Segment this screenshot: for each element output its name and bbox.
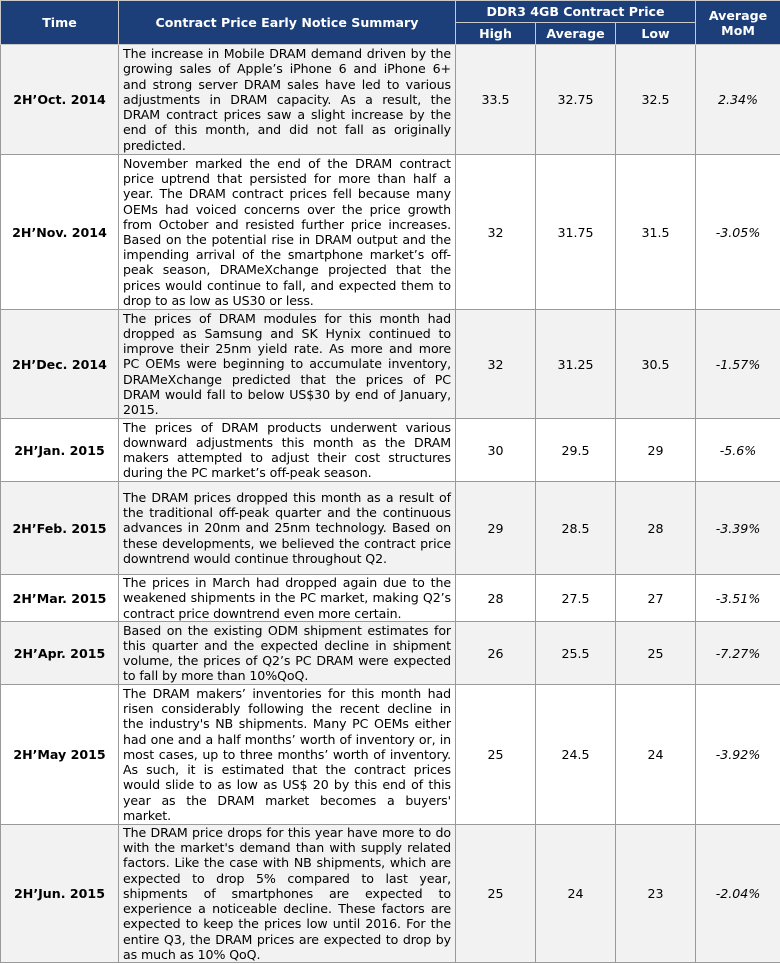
ddr3-price-group-header: DDR3 4GB Contract Price: [456, 1, 696, 23]
row-low-price: 31.5: [616, 155, 696, 310]
row-summary: The prices of DRAM products underwent various downward adjustments this month as the DRAM makers attempted to adjust their cost structures during the PC market’s off-peak season.: [119, 419, 456, 482]
row-high-price: 29: [456, 482, 536, 575]
row-average-mom: -1.57%: [696, 310, 780, 419]
row-period: 2H’May 2015: [1, 685, 119, 825]
row-summary: Based on the existing ODM shipment estimates for this quarter and the expected decline in shipment volume, the prices of Q2’s PC DRAM were expected to fall by more than 10%QoQ.: [119, 622, 456, 685]
row-average-price: 28.5: [536, 482, 616, 575]
row-period: 2H’Feb. 2015: [1, 482, 119, 575]
row-summary: The DRAM makers’ inventories for this month had risen considerably following the recent decline in the industry's NB shipments. Many PC OEMs either had one and a half months’ worth of inventory or, in most cases, up to three months’ worth of inventory. As such, it is estimated that the contract prices would slide to as low as US$ 20 by this end of this year as the DRAM market becomes a buyers' market.: [119, 685, 456, 825]
row-high-price: 32: [456, 310, 536, 419]
row-average-mom: -3.05%: [696, 155, 780, 310]
row-average-price: 24.5: [536, 685, 616, 825]
row-average-mom: -5.6%: [696, 419, 780, 482]
row-high-price: 33.5: [456, 45, 536, 155]
summary-column-header: Contract Price Early Notice Summary: [119, 1, 456, 45]
average-column-header: Average: [536, 23, 616, 45]
row-summary: November marked the end of the DRAM contract price uptrend that persisted for more than half a year. The DRAM contract prices fell because many OEMs had voiced concerns over the price growth from October and resisted further price increases. Based on the potential rise in DRAM output and the impending arrival of the smartphone market’s off-peak season, DRAMeXchange projected that the prices would continue to fall, and expected them to drop to as low as US30 or less.: [119, 155, 456, 310]
row-high-price: 32: [456, 155, 536, 310]
table-row: [1, 310, 780, 419]
table-row: [1, 825, 780, 963]
row-average-price: 25.5: [536, 622, 616, 685]
row-low-price: 27: [616, 575, 696, 622]
row-low-price: 32.5: [616, 45, 696, 155]
table-row: [1, 45, 780, 155]
row-average-mom: -3.51%: [696, 575, 780, 622]
row-average-mom: -2.04%: [696, 825, 780, 963]
row-average-price: 32.75: [536, 45, 616, 155]
row-summary: The DRAM price drops for this year have more to do with the market's demand than with supply related factors. Like the case with NB shipments, which are expected to drop 5% compared to last year, shipments of smartphones are expected to experience a noticeable decline. These factors are expected to keep the prices low until 2016. For the entire Q3, the DRAM prices are expected to drop by as much as 10% QoQ.: [119, 825, 456, 963]
time-column-header: Time: [1, 1, 119, 45]
row-average-mom: -3.92%: [696, 685, 780, 825]
table-row: [1, 482, 780, 575]
row-summary: The prices in March had dropped again due to the weakened shipments in the PC market, making Q2’s contract price downtrend even more certain.: [119, 575, 456, 622]
table-row: [1, 155, 780, 310]
row-low-price: 25: [616, 622, 696, 685]
row-period: 2H’Mar. 2015: [1, 575, 119, 622]
row-low-price: 23: [616, 825, 696, 963]
table-row: [1, 685, 780, 825]
row-average-mom: -3.39%: [696, 482, 780, 575]
high-column-header: High: [456, 23, 536, 45]
row-high-price: 30: [456, 419, 536, 482]
row-period: 2H’Jun. 2015: [1, 825, 119, 963]
row-period: 2H’Jan. 2015: [1, 419, 119, 482]
row-high-price: 25: [456, 825, 536, 963]
row-high-price: 26: [456, 622, 536, 685]
row-low-price: 30.5: [616, 310, 696, 419]
mom-column-header: Average MoM: [696, 1, 780, 45]
table-row: [1, 575, 780, 622]
row-average-price: 31.75: [536, 155, 616, 310]
row-low-price: 29: [616, 419, 696, 482]
row-low-price: 28: [616, 482, 696, 575]
row-summary: The increase in Mobile DRAM demand driven by the growing sales of Apple’s iPhone 6 and iPhone 6+ and strong server DRAM sales have led to various adjustments in DRAM capacity. As a result, the DRAM contract prices saw a slight increase by the end of this month, and did not fall as originally predicted.: [119, 45, 456, 155]
row-period: 2H’Dec. 2014: [1, 310, 119, 419]
table-row: [1, 622, 780, 685]
row-average-price: 31.25: [536, 310, 616, 419]
row-average-price: 27.5: [536, 575, 616, 622]
row-period: 2H’Apr. 2015: [1, 622, 119, 685]
row-summary: The DRAM prices dropped this month as a result of the traditional off-peak quarter and the continuous advances in 20nm and 25nm technology. Based on these developments, we believed the contract price downtrend would continue throughout Q2.: [119, 482, 456, 575]
row-average-price: 24: [536, 825, 616, 963]
row-period: 2H’Nov. 2014: [1, 155, 119, 310]
row-average-mom: 2.34%: [696, 45, 780, 155]
row-average-mom: -7.27%: [696, 622, 780, 685]
table-row: [1, 419, 780, 482]
low-column-header: Low: [616, 23, 696, 45]
row-summary: The prices of DRAM modules for this month had dropped as Samsung and SK Hynix continued to improve their 25nm yield rate. As more and more PC OEMs were beginning to accumulate inventory, DRAMeXchange predicted that the prices of PC DRAM would fall to below US$30 by end of January, 2015.: [119, 310, 456, 419]
row-average-price: 29.5: [536, 419, 616, 482]
row-high-price: 28: [456, 575, 536, 622]
row-period: 2H’Oct. 2014: [1, 45, 119, 155]
row-high-price: 25: [456, 685, 536, 825]
row-low-price: 24: [616, 685, 696, 825]
